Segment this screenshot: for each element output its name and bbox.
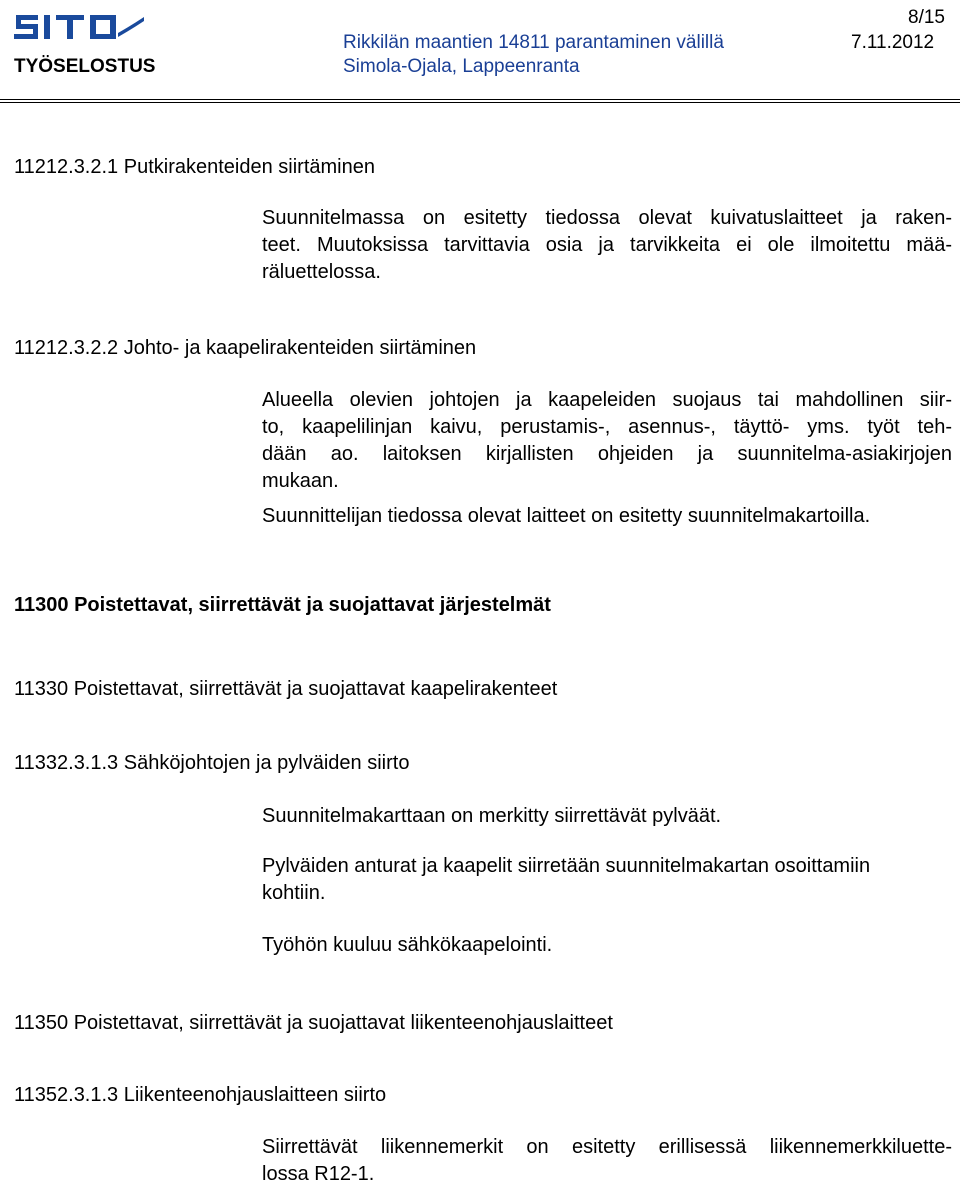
- section-heading-11300: 11300 Poistettavat, siirrettävät ja suojattavat järjestelmät: [14, 594, 551, 616]
- body-paragraph: Suunnitelmakarttaan on merkitty siirrettävät pylväät.: [262, 805, 722, 827]
- body-line: mukaan.: [262, 470, 339, 492]
- section-heading-sahkojohdot: 11332.3.1.3 Sähköjohtojen ja pylväiden siirto: [14, 752, 410, 774]
- body-line: teet. Muutoksissa tarvittavia osia ja tarvikkeita ei ole ilmoitettu mää-: [262, 234, 952, 256]
- body-line: to, kaapelilinjan kaivu, perustamis-, asennus-, täyttö- yms. työt teh-: [262, 416, 952, 438]
- body-line: Alueella olevien johtojen ja kaapeleiden suojaus tai mahdollinen siir-: [262, 389, 952, 411]
- body-line: räluettelossa.: [262, 261, 381, 283]
- section-heading-11350: 11350 Poistettavat, siirrettävät ja suojattavat liikenteenohjauslaitteet: [14, 1012, 613, 1034]
- doc-type: TYÖSELOSTUS: [14, 56, 156, 77]
- section-body-liikenteenohjaus: [262, 1134, 952, 1188]
- body-line: lossa R12-1.: [262, 1163, 375, 1185]
- section-heading-liikenteenohjaus: 11352.3.1.3 Liikenteenohjauslaitteen siirto: [14, 1084, 387, 1106]
- page-number: 8/15: [908, 7, 945, 28]
- section-body-putkirakenteet: [262, 205, 952, 286]
- section-heading-11330: 11330 Poistettavat, siirrettävät ja suojattavat kaapelirakenteet: [14, 678, 558, 700]
- body-line: kohtiin.: [262, 882, 326, 904]
- project-title-line2: Simola-Ojala, Lappeenranta: [343, 56, 580, 77]
- project-title-line1: Rikkilän maantien 14811 parantaminen välillä: [343, 32, 724, 53]
- section-heading-putkirakenteet: 11212.3.2.1 Putkirakenteiden siirtäminen: [14, 156, 375, 178]
- body-line: Suunnitelmassa on esitetty tiedossa olevat kuivatuslaitteet ja raken-: [262, 207, 952, 229]
- document-date: 7.11.2012: [851, 32, 935, 53]
- body-paragraph: [262, 853, 952, 907]
- body-line: Siirrettävät liikennemerkit on esitetty erillisessä liikennemerkkiluette-: [262, 1136, 952, 1158]
- section-body-johto-kaapeli: [262, 387, 952, 495]
- header-rule-thin: [0, 102, 960, 103]
- body-line: dään ao. laitoksen kirjallisten ohjeiden ja suunnitelma-asiakirjojen: [262, 443, 952, 465]
- body-paragraph: Suunnittelijan tiedossa olevat laitteet on esitetty suunnitelmakartoilla.: [262, 505, 871, 527]
- body-line: Pylväiden anturat ja kaapelit siirretään suunnitelmakartan osoittamiin: [262, 855, 871, 877]
- section-heading-johto-kaapeli: 11212.3.2.2 Johto- ja kaapelirakenteiden siirtäminen: [14, 337, 477, 359]
- header-rule: [0, 99, 960, 100]
- body-paragraph: Työhön kuuluu sähkökaapelointi.: [262, 934, 553, 956]
- sito-logo: [12, 11, 146, 43]
